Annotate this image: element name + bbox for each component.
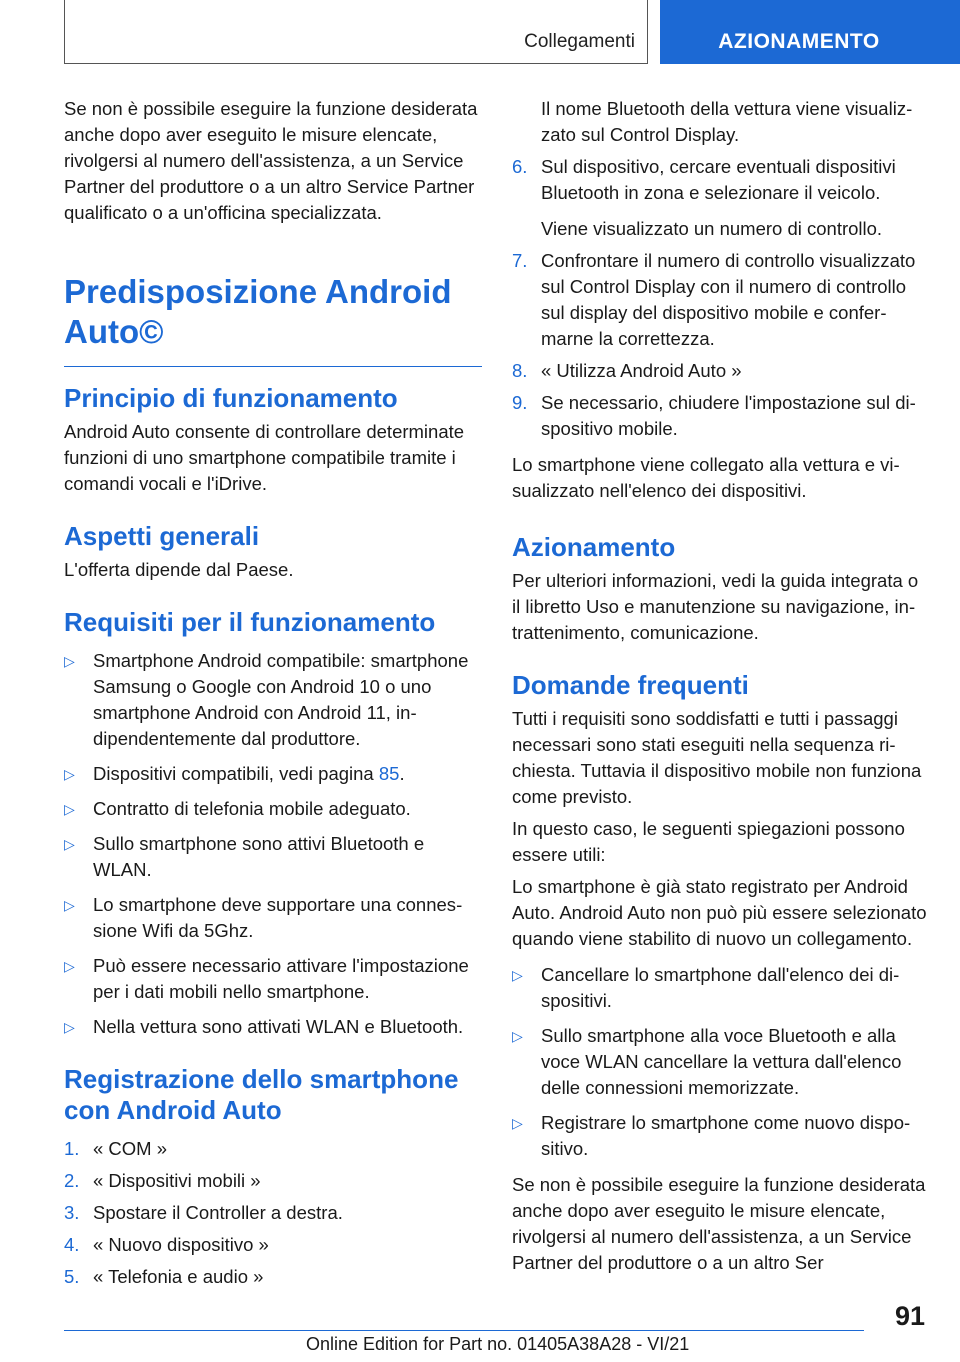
registration-steps bbox=[64, 1136, 482, 1290]
header-section-box bbox=[64, 0, 648, 64]
outro-paragraph: Se non è possibile eseguire la funzione desiderata anche dopo aver eseguito le misure elencate, rivolgersi al numero dell'assistenza, a un Service Partner del produttore o a un altro Ser bbox=[512, 1174, 926, 1273]
registration-steps-continued bbox=[512, 154, 928, 206]
heading-requirements: Requisiti per il funzionamento bbox=[64, 607, 436, 637]
header-chapter-title: AZIONAMENTO bbox=[718, 30, 880, 53]
heading-general: Aspetti generali bbox=[64, 521, 260, 551]
page-title: Predisposizione Android Auto© bbox=[64, 273, 452, 350]
step-6-note: Viene visualizzato un numero di controllo. bbox=[541, 218, 883, 239]
after-steps-paragraph: Lo smartphone viene collegato alla vettura e visualizzato nell'elenco dei dispositivi. bbox=[512, 454, 900, 501]
paragraph-principle: Android Auto consente di controllare determinate funzioni di uno smartphone compatibile tramite i comandi vocali e l'iDrive. bbox=[64, 421, 465, 494]
list-item: ▷ Cancellare lo smartphone dall'elenco dei dispositivi. bbox=[512, 964, 900, 1011]
bullet-triangle-icon: ▷ bbox=[64, 801, 75, 817]
bullet-triangle-icon: ▷ bbox=[512, 1115, 523, 1131]
list-item: ▷ Sullo smartphone alla voce Bluetooth e alla voce WLAN cancellare la vettura dall'elenco delle connessioni memorizzate. bbox=[512, 1025, 902, 1098]
bullet-triangle-icon: ▷ bbox=[64, 836, 75, 852]
heading-operation: Azionamento bbox=[512, 532, 676, 562]
list-item: ▷ Lo smartphone deve supportare una connessione Wifi da 5Ghz. bbox=[64, 894, 463, 941]
bullet-triangle-icon: ▷ bbox=[64, 1019, 75, 1035]
page-number: 91 bbox=[895, 1301, 926, 1331]
step-item: 4. « Nuovo dispositivo » bbox=[64, 1234, 269, 1255]
list-item: ▷ Può essere necessario attivare l'impostazione per i dati mobili nello smartphone. bbox=[64, 955, 469, 1002]
requirements-list bbox=[64, 648, 482, 1040]
paragraph-general: L'offerta dipende dal Paese. bbox=[64, 559, 294, 580]
heading-faq: Domande frequenti bbox=[512, 670, 749, 700]
footer-edition: Online Edition for Part no. 01405A38A28 - VI/21 bbox=[306, 1334, 690, 1354]
step-item: 3. Spostare il Controller a destra. bbox=[64, 1202, 343, 1223]
step-item: 1. « COM » bbox=[64, 1138, 168, 1159]
step-item: 5. « Telefonia e audio » bbox=[64, 1266, 264, 1287]
registration-steps-continued-2 bbox=[512, 248, 928, 442]
list-item: ▷ Dispositivi compatibili, vedi pagina 85. bbox=[64, 761, 482, 787]
list-item: ▷ Sullo smartphone sono attivi Bluetooth e WLAN. bbox=[64, 833, 425, 880]
intro-paragraph: Se non è possibile eseguire la funzione desiderata anche dopo aver eseguito le misure elencate, rivolgersi al numero dell'assistenza, a un Service Partner del produttore o a un altro Service Partner qualificato o a un'officina specializzata. bbox=[64, 98, 478, 223]
step-item: 6. Sul dispositivo, cercare eventuali dispositivi Bluetooth in zona e selezionare il veicolo. bbox=[512, 156, 896, 203]
left-column bbox=[64, 96, 482, 1300]
faq-paragraph-1: Tutti i requisiti sono soddisfatti e tutti i passaggi necessari sono stati eseguiti nella sequenza richiesta. Tuttavia il dispositivo mobile non funziona come previsto. bbox=[512, 708, 922, 807]
step-item: 2. « Dispositivi mobili » bbox=[64, 1170, 261, 1191]
step-item: 7. Confrontare il numero di controllo visualizzato sul Control Display con il numero di controllo sul display del dispositivo mobile e confermarne la correttezza. bbox=[512, 250, 916, 349]
list-item: ▷ Registrare lo smartphone come nuovo dispositivo. bbox=[512, 1112, 911, 1159]
heading-registration: Registrazione dello smartphone con Android Auto bbox=[64, 1064, 459, 1125]
paragraph-operation: Per ulteriori informazioni, vedi la guida integrata o il libretto Uso e manutenzione su navigazione, intrattenimento, comunicazione. bbox=[512, 570, 919, 643]
list-item: ▷ Contratto di telefonia mobile adeguato. bbox=[64, 796, 482, 822]
step-5-continuation: Il nome Bluetooth della vettura viene visualizzato sul Control Display. bbox=[541, 98, 913, 145]
bullet-triangle-icon: ▷ bbox=[64, 653, 75, 669]
bullet-triangle-icon: ▷ bbox=[64, 958, 75, 974]
title-divider bbox=[64, 366, 482, 367]
faq-list bbox=[512, 962, 928, 1162]
footer-divider bbox=[64, 1330, 864, 1331]
heading-principle: Principio di funzionamento bbox=[64, 383, 398, 413]
faq-paragraph-2: In questo caso, le seguenti spiegazioni possono essere utili: bbox=[512, 818, 905, 865]
header-chapter-tab bbox=[660, 0, 960, 64]
page-reference-link[interactable]: 85 bbox=[378, 763, 400, 784]
list-item: ▷ Nella vettura sono attivati WLAN e Bluetooth. bbox=[64, 1014, 482, 1040]
bullet-triangle-icon: ▷ bbox=[512, 967, 523, 983]
bullet-triangle-icon: ▷ bbox=[64, 766, 75, 782]
bullet-triangle-icon: ▷ bbox=[64, 897, 75, 913]
step-item: 8. « Utilizza Android Auto » bbox=[512, 360, 742, 381]
right-column bbox=[512, 96, 928, 1282]
header-section-title: Collegamenti bbox=[524, 31, 635, 52]
faq-paragraph-3: Lo smartphone è già stato registrato per Android Auto. Android Auto non può più essere selezionato quando viene stabilito di nuovo un collegamento. bbox=[512, 876, 927, 949]
list-item: ▷ Smartphone Android compatibile: smartphone Samsung o Google con Android 10 o uno smartphone Android con Android 11, indipendentemente dal produttore. bbox=[64, 650, 469, 749]
step-item: 9. Se necessario, chiudere l'impostazione sul dispositivo mobile. bbox=[512, 392, 916, 439]
bullet-triangle-icon: ▷ bbox=[512, 1028, 523, 1044]
